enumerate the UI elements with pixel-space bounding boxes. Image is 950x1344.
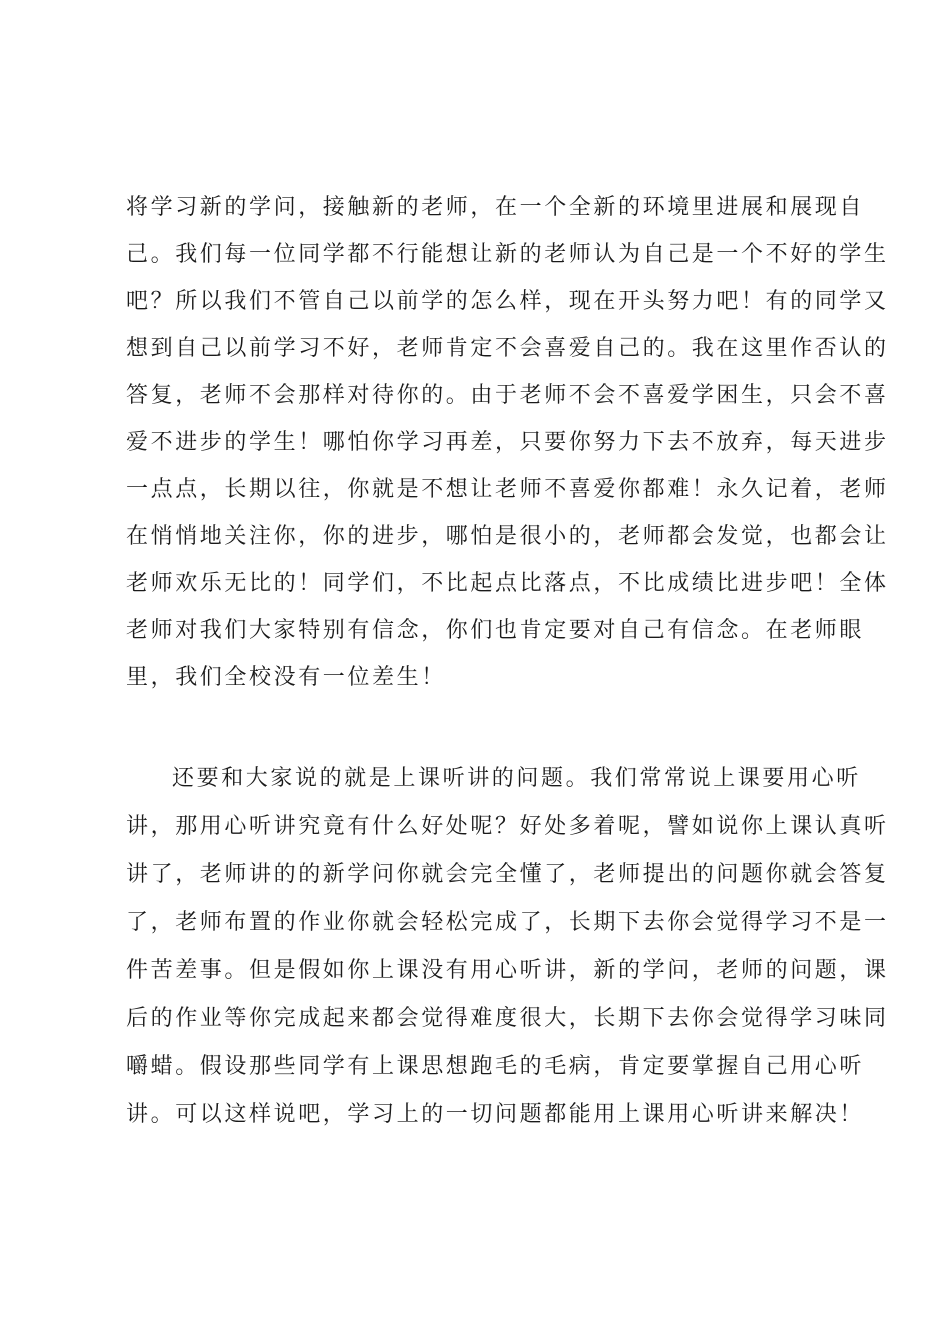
paragraph-line: 嚼蜡。假设那些同学有上课思想跑毛的毛病，肯定要掌握自己用心听	[126, 1054, 865, 1079]
paragraph-line: 了，老师布置的作业你就会轻松完成了，长期下去你会觉得学习不是一	[126, 910, 889, 935]
paragraph-line: 己。我们每一位同学都不行能想让新的老师认为自己是一个不好的学生	[126, 242, 889, 267]
paragraph-line: 里，我们全校没有一位差生！	[126, 665, 446, 690]
paragraph-line: 还要和大家说的就是上课听讲的问题。我们常常说上课要用心听	[172, 766, 861, 791]
paragraph-line: 后的作业等你完成起来都会觉得难度很大，长期下去你会觉得学习味同	[126, 1006, 889, 1031]
paragraph-line: 老师欢乐无比的！同学们，不比起点比落点，不比成绩比进步吧！全体	[126, 571, 889, 596]
paragraph-line: 答复，老师不会那样对待你的。由于老师不会不喜爱学困生，只会不喜	[126, 383, 889, 408]
paragraph-line: 在悄悄地关注你，你的进步，哪怕是很小的，老师都会发觉，也都会让	[126, 524, 889, 549]
paragraph-line: 爱不进步的学生！哪怕你学习再差，只要你努力下去不放弃，每天进步	[126, 430, 889, 455]
paragraph-line: 件苦差事。但是假如你上课没有用心听讲，新的学问，老师的问题，课	[126, 958, 889, 983]
paragraph-line: 讲，那用心听讲究竟有什么好处呢？好处多着呢，譬如说你上课认真听	[126, 814, 889, 839]
paragraph-line: 将学习新的学问，接触新的老师，在一个全新的环境里进展和展现自	[126, 195, 865, 220]
paragraph-line: 想到自己以前学习不好，老师肯定不会喜爱自己的。我在这里作否认的	[126, 336, 889, 361]
paragraph-line: 讲了，老师讲的的新学问你就会完全懂了，老师提出的问题你就会答复	[126, 862, 889, 887]
paragraph-line: 吧？所以我们不管自己以前学的怎么样，现在开头努力吧！有的同学又	[126, 289, 889, 314]
paragraph-line: 老师对我们大家特别有信念，你们也肯定要对自己有信念。在老师眼	[126, 618, 865, 643]
paragraph-line: 一点点，长期以往，你就是不想让老师不喜爱你都难！永久记着，老师	[126, 477, 889, 502]
paragraph-line: 讲。可以这样说吧，学习上的一切问题都能用上课用心听讲来解决！	[126, 1102, 865, 1127]
